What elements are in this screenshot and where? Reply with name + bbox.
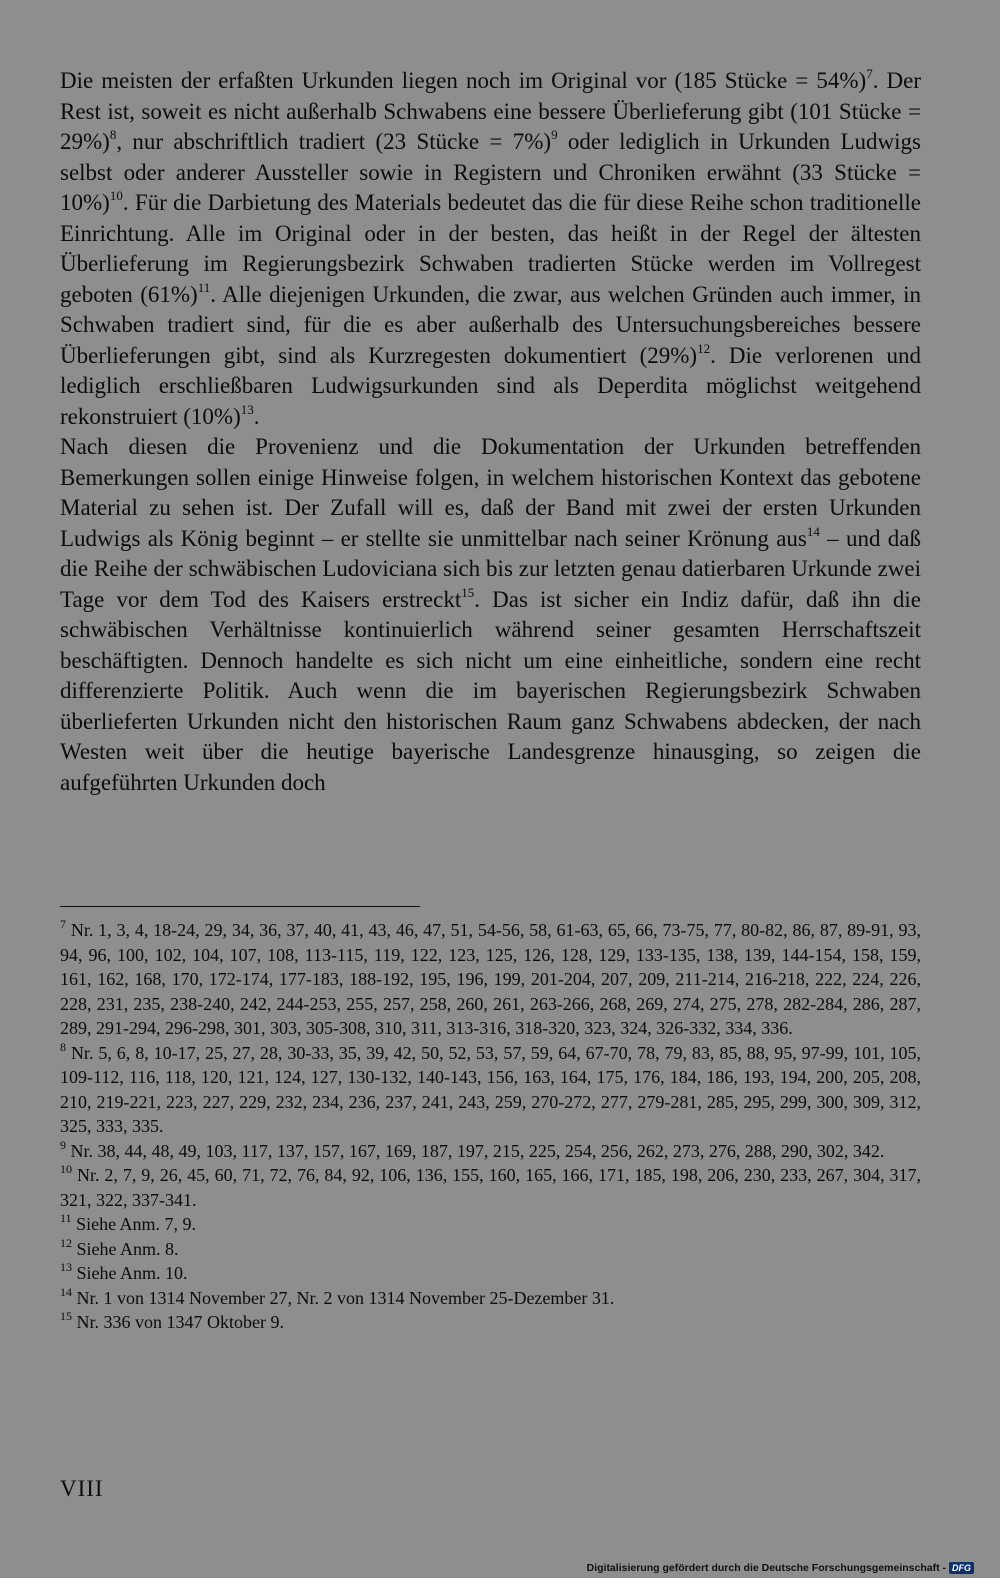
footnote-reference[interactable]: 15: [461, 584, 475, 600]
text-run: Nach diesen die Provenienz und die Dokumentation der Urkunden betreffenden Bemerkungen sollen einige Hinweise folgen, in welchem historischen Kontext das gebotene Material zu sehen ist. Der Zufall will es, daß der Band mit zwei der ersten Urkunden Ludwigs als König beginnt – er stellte sie unmittelbar nach seiner Krönung aus: [60, 434, 921, 551]
text-run: . Die verlorenen und lediglich erschließbaren Ludwigsurkunden sind als Deperdita möglichst weitgehend rekonstruiert (10%): [60, 342, 922, 429]
footnote-text: Nr. 5, 6, 8, 10-17, 25, 27, 28, 30-33, 35, 39, 42, 50, 52, 53, 57, 59, 64, 67-70, 78, 79, 83, 85, 88, 95, 97-99, 101, 105, 109-112, 116, 118, 120, 121, 124, 127, 130-132, 140-143, 156, 163, 164, 175, 176, 184, 186, 193, 194, 200, 205, 208, 210, 219-221, 223, 227, 229, 232, 234, 236, 237, 241, 243, 259, 270-272, 277, 279-281, 285, 295, 299, 300, 309, 312, 325, 333, 335.: [60, 1042, 922, 1136]
footnote-number: 11: [60, 1211, 72, 1225]
footnote-text: Siehe Anm. 10.: [76, 1263, 188, 1283]
body-paragraph: [60, 432, 921, 798]
credit-text: Digitalisierung gefördert durch die Deutsche Forschungsgemeinschaft -: [586, 1562, 946, 1574]
footnote-number: 8: [60, 1039, 66, 1054]
footnote: [60, 1237, 921, 1262]
footnote-text: Nr. 1 von 1314 November 27, Nr. 2 von 1314 November 25-Dezember 31.: [76, 1287, 615, 1308]
footnote-reference[interactable]: 11: [197, 279, 211, 295]
footnote: [60, 1261, 921, 1286]
footnote-reference[interactable]: 12: [697, 340, 711, 356]
footnote-text: Nr. 2, 7, 9, 26, 45, 60, 71, 72, 76, 84, 92, 106, 136, 155, 160, 165, 166, 171, 185, 198, 206, 230, 233, 267, 304, 317, 321, 322, 337-341.: [60, 1165, 922, 1210]
footnote-reference[interactable]: 10: [109, 188, 123, 203]
text-run: .: [253, 403, 260, 429]
footnote-reference[interactable]: 9: [551, 127, 558, 142]
footnote: [60, 1041, 921, 1139]
footnote-number: 14: [60, 1284, 72, 1299]
footnote-number: 10: [60, 1162, 72, 1176]
page-number: VIII: [60, 1476, 104, 1501]
dfg-logo-icon: DFG: [949, 1562, 974, 1574]
footnote-text: Siehe Anm. 8.: [76, 1238, 179, 1259]
footnote-reference[interactable]: 8: [109, 127, 117, 142]
footnote-text: Siehe Anm. 7, 9.: [76, 1214, 197, 1234]
footnote-text: Nr. 336 von 1347 Oktober 9.: [76, 1312, 284, 1332]
footnote-number: 13: [60, 1260, 72, 1274]
footnote-reference[interactable]: 14: [806, 523, 820, 539]
text-run: – und daß die Reihe der schwäbischen Ludoviciana sich bis zur letzten genau datierbaren Urkunde zwei Tage vor dem Tod des Kaisers erstreckt: [60, 525, 921, 612]
text-run: . Das ist sicher ein Indiz dafür, daß ihn die schwäbischen Verhältnisse kontinuierlich während seiner gesamten Herrschaftszeit beschäftigten. Dennoch handelte es sich nicht um eine einheitliche, sondern eine recht differenzierte Politik. Auch wenn die im bayerischen Regierungsbezirk Schwaben überlieferten Urkunden nicht den historischen Raum ganz Schwabens abdecken, der nach Westen weit über die heutige bayerische Landesgrenze hinausging, so zeigen die aufgeführten Urkunden doch: [60, 586, 921, 795]
footnote: [60, 918, 921, 1041]
digitization-credit: [587, 1562, 974, 1574]
footnote-reference[interactable]: 7: [866, 66, 873, 81]
main-text: [60, 66, 921, 798]
footnote-separator: [60, 906, 420, 907]
text-run: oder lediglich in Urkunden Ludwigs selbst oder anderer Aussteller sowie in Registern und Chroniken erwähnt (33 Stücke = 10%): [60, 129, 921, 215]
footnote: [60, 1163, 921, 1212]
footnote: [60, 1139, 921, 1164]
footnote-number: 12: [60, 1235, 72, 1250]
footnote-reference[interactable]: 13: [240, 401, 254, 417]
footnote-number: 9: [60, 1137, 66, 1152]
footnotes: [60, 918, 921, 1335]
text-run: Die meisten der erfaßten Urkunden liegen noch im Original vor (185 Stücke = 54%): [60, 68, 867, 93]
body-paragraph: [60, 66, 921, 432]
text-run: . Der Rest ist, soweit es nicht außerhalb Schwabens eine bessere Überlieferung gibt (101 Stücke = 29%): [60, 68, 922, 154]
text-run: . Alle diejenigen Urkunden, die zwar, aus welchen Gründen auch immer, in Schwaben tradiert sind, für die es aber außerhalb des Untersuchungsbereiches bessere Überlieferungen gibt, sind als Kurzregesten dokumentiert (29%): [60, 281, 921, 368]
footnote: [60, 1212, 921, 1237]
footnote-text: Nr. 1, 3, 4, 18-24, 29, 34, 36, 37, 40, 41, 43, 46, 47, 51, 54-56, 58, 61-63, 65, 66, 73-75, 77, 80-82, 86, 87, 89-91, 93, 94, 96, 100, 102, 104, 107, 108, 113-115, 119, 122, 123, 125, 126, 128, 129, 133-135, 138, 139, 144-154, 158, 159, 161, 162, 168, 170, 172-174, 177-183, 188-192, 195, 196, 199, 201-204, 207, 209, 211-214, 216-218, 222, 224, 226, 228, 231, 235, 238-240, 242, 244-253, 255, 257, 258, 260, 261, 263-266, 268, 269, 274, 275, 278, 282-284, 286, 287, 289, 291-294, 296-298, 301, 303, 305-308, 310, 311, 313-316, 318-320, 323, 324, 326-332, 334, 336.: [60, 920, 922, 1038]
footnote-number: 7: [60, 917, 66, 931]
footnote: [60, 1310, 921, 1335]
footnote-number: 15: [60, 1309, 72, 1323]
text-run: , nur abschriftlich tradiert (23 Stücke = 7%): [116, 129, 552, 154]
footnote: [60, 1286, 921, 1311]
footnote-text: Nr. 38, 44, 48, 49, 103, 117, 137, 157, 167, 169, 187, 197, 215, 225, 254, 256, 262, 273, 276, 288, 290, 302, 342.: [70, 1140, 885, 1161]
text-run: . Für die Darbietung des Materials bedeutet das die für diese Reihe schon traditionelle Einrichtung. Alle im Original oder in der besten, das heißt in der Regel der ältesten Überlieferung im Regierungsbezirk Schwaben tradierten Stücke werden im Vollregest geboten (61%): [60, 190, 921, 307]
